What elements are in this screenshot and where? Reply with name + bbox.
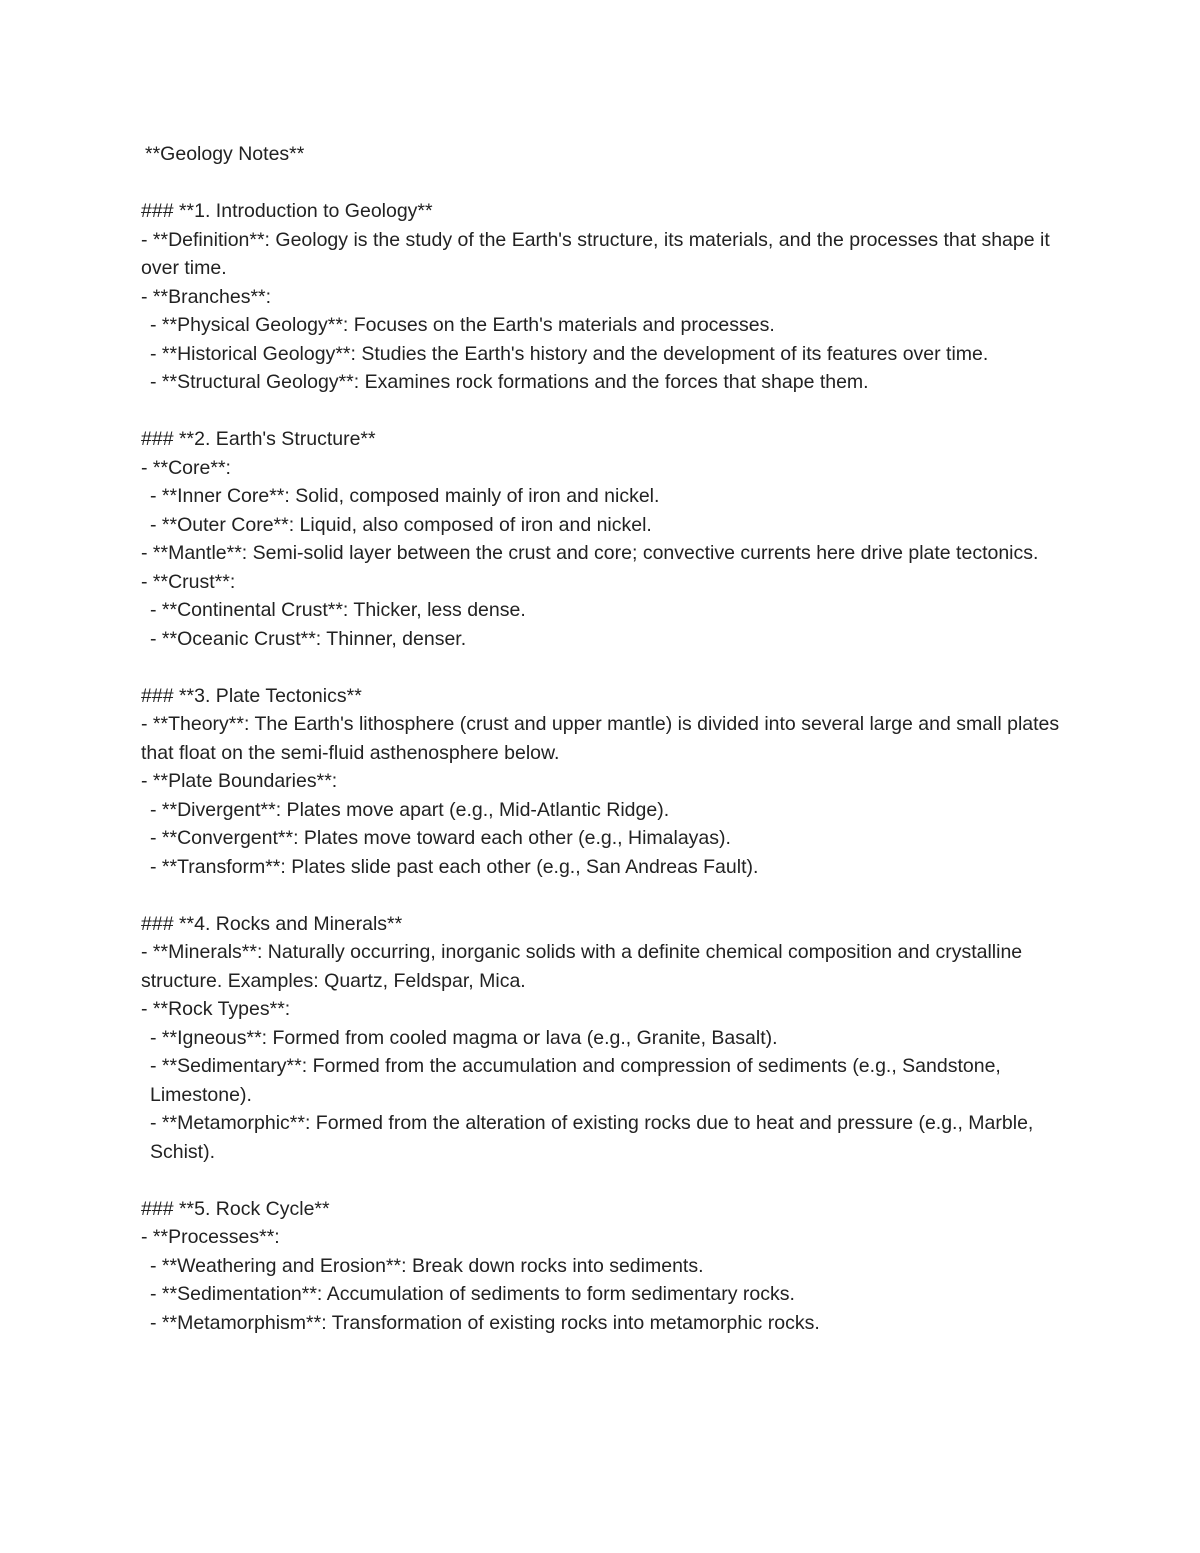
sub-list-item: - **Transform**: Plates slide past each other (e.g., San Andreas Fault). xyxy=(150,855,759,878)
sub-list-item: - **Inner Core**: Solid, composed mainly of iron and nickel. xyxy=(150,485,660,507)
spacer xyxy=(141,653,1061,682)
sub-list-item: - **Continental Crust**: Thicker, less dense. xyxy=(150,599,526,621)
sub-list-item: - **Convergent**: Plates move toward each other (e.g., Himalayas). xyxy=(150,827,731,849)
document-title: **Geology Notes** xyxy=(145,143,305,165)
section-heading: ### **4. Rocks and Minerals** xyxy=(141,912,403,935)
list-item: - **Rock Types**: xyxy=(141,998,291,1020)
document-body xyxy=(141,140,1065,1337)
list-item: - **Plate Boundaries**: xyxy=(141,770,338,792)
sub-list-item: - **Weathering and Erosion**: Break down rocks into sediments. xyxy=(150,1254,704,1277)
sub-list-item: - **Historical Geology**: Studies the Earth's history and the development of its features over time. xyxy=(150,342,989,365)
list-item: - **Branches**: xyxy=(141,285,272,308)
sub-list-item: - **Igneous**: Formed from cooled magma or lava (e.g., Granite, Basalt). xyxy=(150,1026,778,1049)
list-item: - **Processes**: xyxy=(141,1226,280,1248)
list-item: - **Crust**: xyxy=(141,570,236,593)
spacer xyxy=(141,397,1061,426)
list-item: - **Minerals**: Naturally occurring, inorganic solids with a definite chemical composition and crystalline structure. Examples: Quartz, Feldspar, Mica. xyxy=(141,941,1028,992)
sub-list-item: - **Divergent**: Plates move apart (e.g., Mid-Atlantic Ridge). xyxy=(150,798,670,821)
list-item: - **Definition**: Geology is the study of the Earth's structure, its materials, and the processes that shape it over time. xyxy=(141,228,1056,279)
sub-list-item: - **Metamorphic**: Formed from the alteration of existing rocks due to heat and pressure (e.g., Marble, Schist). xyxy=(150,1112,1039,1163)
sub-list-item: - **Outer Core**: Liquid, also composed of iron and nickel. xyxy=(150,513,652,536)
section-heading: ### **5. Rock Cycle** xyxy=(141,1197,330,1220)
sub-list-item: - **Sedimentation**: Accumulation of sediments to form sedimentary rocks. xyxy=(150,1283,795,1305)
sub-list-item: - **Oceanic Crust**: Thinner, denser. xyxy=(150,627,467,650)
list-item: - **Core**: xyxy=(141,456,231,479)
section-heading: ### **2. Earth's Structure** xyxy=(141,428,376,450)
sub-list-item: - **Sedimentary**: Formed from the accumulation and compression of sediments (e.g., Sandstone, Limestone). xyxy=(150,1055,1007,1106)
sub-list-item: - **Metamorphism**: Transformation of existing rocks into metamorphic rocks. xyxy=(150,1311,820,1334)
list-item: - **Mantle**: Semi-solid layer between the crust and core; convective currents here drive plate tectonics. xyxy=(141,542,1039,564)
spacer xyxy=(141,169,1061,198)
section-heading: ### **3. Plate Tectonics** xyxy=(141,684,362,707)
spacer xyxy=(141,1166,1061,1195)
sub-list-item: - **Structural Geology**: Examines rock formations and the forces that shape them. xyxy=(150,371,869,393)
section-heading: ### **1. Introduction to Geology** xyxy=(141,200,433,222)
sub-list-item: - **Physical Geology**: Focuses on the Earth's materials and processes. xyxy=(150,314,775,336)
spacer xyxy=(141,881,1061,910)
list-item: - **Theory**: The Earth's lithosphere (crust and upper mantle) is divided into several large and small plates that float on the semi-fluid asthenosphere below. xyxy=(141,713,1065,764)
